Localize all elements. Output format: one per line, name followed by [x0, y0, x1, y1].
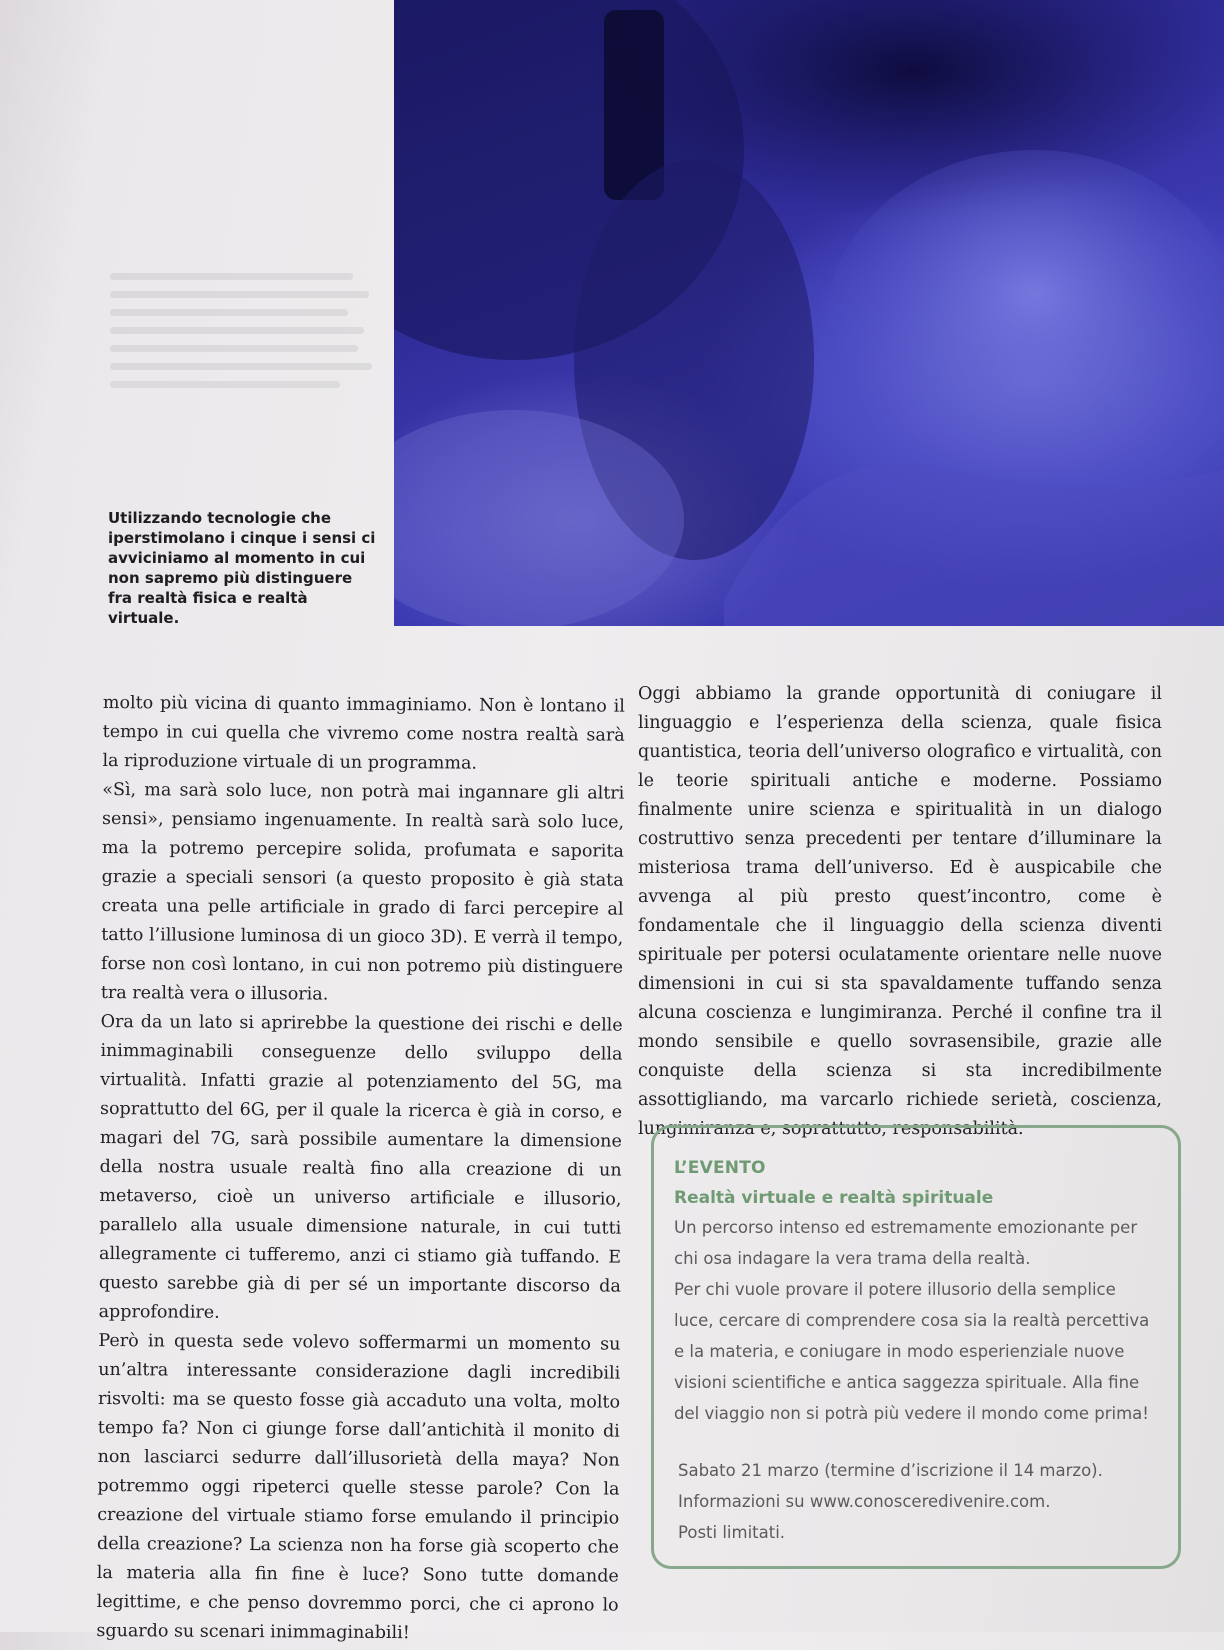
paragraph: molto più vicina di quanto immaginiamo. Non è lontano il tempo in cui quella che vivremo come nostra realtà sarà la riproduzione virtuale di un programma.	[102, 692, 625, 774]
article-left-column	[96, 689, 625, 1650]
event-date: Sabato 21 marzo (termine d’iscrizione il 14 marzo).	[678, 1461, 1103, 1480]
event-details	[678, 1455, 1156, 1548]
paragraph: Ora da un lato si aprirebbe la questione dei rischi e delle inimmaginabili conseguenze dello sviluppo della virtualità. Infatti grazie al potenziamento del 5G, ma soprattutto del 6G, per il quale la ricerca è già in corso, e magari del 7G, sarà possibile aumentare la dimensione della nostra usuale realtà fino alla creazione di un metaverso, cioè un universo artificiale e illusorio, parallelo alla usuale dimensione naturale, in cui tutti allegramente ci tufferemo, anzi ci stiamo già tuffando. E questo sarebbe già di per sé un importante discorso da approfondire.	[98, 1011, 623, 1323]
paragraph: Però in questa sede volevo soffermarmi un momento su un’altra interessante considerazione dagli incredibili risvolti: ma se questo fosse già accaduto una volta, molto tempo fa? Non ci giunge forse dall’antichità il monito di non lasciarci sedurre dall’illusorietà della maya? Non potremmo oggi ripeterci quelle stesse parole? Con la creazione del virtuale stiamo forse emulando il principio della creazione? La scienza non ha forse già scoperto che la materia alla fin fine è luce? Sono tutte domande legittime, e che penso dovremmo porci, che ci aprono lo sguardo su scenari inimmaginabili!	[96, 1330, 621, 1644]
event-info-link[interactable]: Informazioni su www.conosceredivenire.com.	[678, 1492, 1051, 1511]
event-body: Per chi vuole provare il potere illusorio della semplice luce, cercare di comprendere cosa sia la realtà percettiva e la materia, e coniugare in modo esperienziale nuove visioni scientifiche e antica saggezza spirituale. Alla fine del viaggio non si potrà più vedere il mondo come prima!	[674, 1280, 1150, 1423]
event-intro: Un percorso intenso ed estremamente emozionante per chi osa indagare la vera trama della realtà.	[674, 1218, 1138, 1268]
event-box	[651, 1125, 1181, 1569]
article-right-column	[638, 680, 1162, 1144]
paragraph: Oggi abbiamo la grande opportunità di coniugare il linguaggio e l’esperienza della scienza, quale fisica quantistica, teoria dell’universo olografico e virtualità, con le teorie spirituali antiche e moderne. Possiamo finalmente unire scienza e spiritualità in un dialogo costruttivo senza precedenti per tentare d’illuminare la misteriosa trama dell’universo. Ed è auspicabile che avvenga al più presto quest’incontro, come è fondamentale che il linguaggio della scienza diventi spirituale per potersi oculatamente orientare nelle nuove dimensioni in cui si sta spavaldamente tuffando senza alcuna coscienza e lungimiranza. Perché il confine tra il mondo sensibile e quello sovrasensibile, grazie alle conquiste della scienza si sta incredibilmente assottigliando, ma varcarlo richiede serietà, coscienza, lungimiranza e, soprattutto, responsabilità.	[638, 684, 1162, 1139]
photo-caption: Utilizzando tecnologie che iperstimolano i cinque i sensi ci avviciniamo al momento in cui non sapremo più distinguere fra realtà fisica e realtà virtuale.	[108, 509, 376, 627]
paragraph: «Sì, ma sarà solo luce, non potrà mai ingannare gli altri sensi», pensiamo ingenuamente. In realtà sarà solo luce, ma la potremo percepire solida, profumata e saporita grazie a speciali sensori (a questo proposito è già stata creata una pelle artificiale in grado di farci percepire al tatto l’illusione luminosa di un gioco 3D). E verrà il tempo, forse non così lontano, in cui non potremo più distinguere tra realtà vera o illusoria.	[100, 779, 625, 1005]
event-label: L’EVENTO	[674, 1158, 766, 1178]
vr-headset-photo	[394, 0, 1224, 626]
event-seats: Posti limitati.	[678, 1523, 786, 1542]
photo-illustration	[394, 0, 1224, 626]
event-title: Realtà virtuale e realtà spirituale	[674, 1188, 994, 1208]
